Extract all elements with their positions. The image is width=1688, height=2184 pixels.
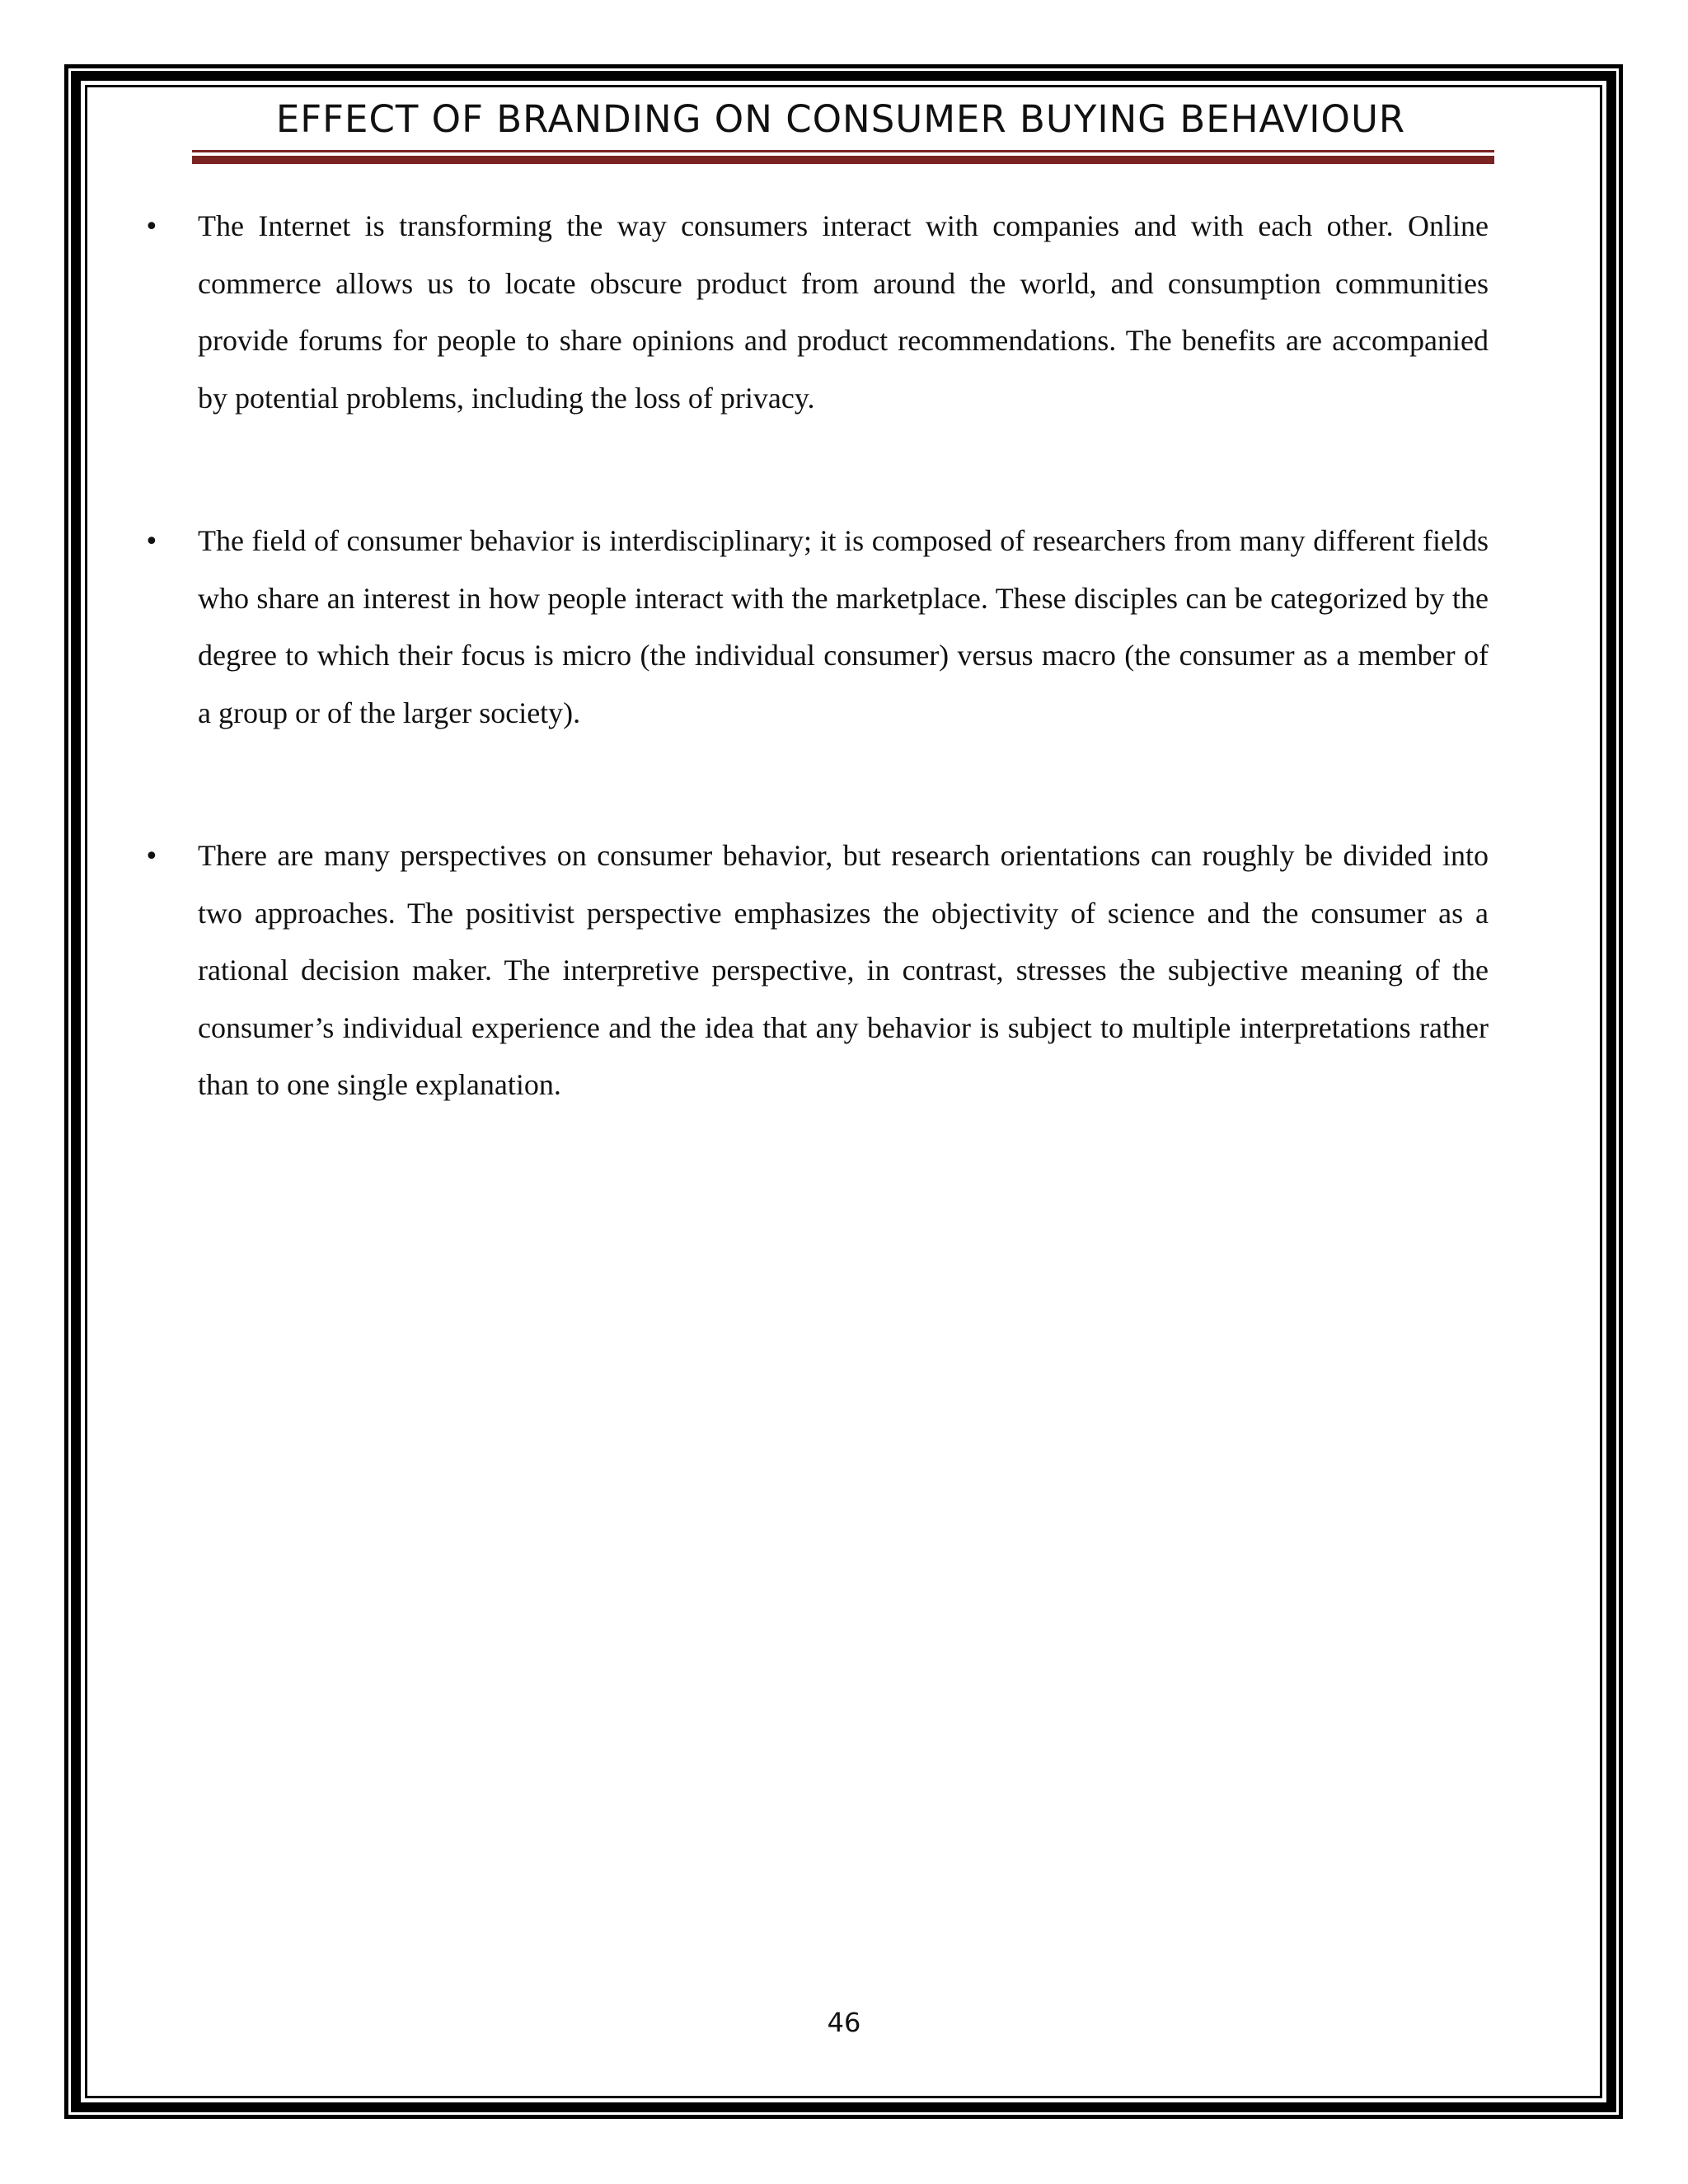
bullet-item: [144, 827, 1489, 1114]
bullet-point-icon: •: [144, 842, 159, 871]
bullet-text: The field of consumer behavior is interdisciplinary; it is composed of researchers from many different fields who share an interest in how people interact with the marketplace. These disciples can be categorized by the degree to which their focus is micro (the individual consumer) versus macro (the consumer as a member of a group or of the larger society).: [198, 524, 1489, 729]
bullet-point-icon: •: [144, 527, 159, 556]
bullet-text: The Internet is transforming the way consumers interact with companies and with each other. Online commerce allows us to locate obscure product from around the world, and consumption communities provide forums for people to share opinions and product recommendations. The benefits are accompanied by potential problems, including the loss of privacy.: [198, 209, 1489, 415]
header-rule-thick: [192, 156, 1494, 164]
page-header-title: EFFECT OF BRANDING ON CONSUMER BUYING BEHAVIOUR: [275, 97, 1406, 141]
bullet-text: There are many perspectives on consumer behavior, but research orientations can roughly be divided into two approaches. The positivist perspective emphasizes the objectivity of science and the consumer as a rational decision maker. The interpretive perspective, in contrast, stresses the subjective meaning of the consumer’s individual experience and the idea that any behavior is subject to multiple interpretations rather than to one single explanation.: [198, 839, 1489, 1101]
page-number: 46: [827, 2007, 861, 2038]
bullet-item: [144, 513, 1489, 742]
bullet-point-icon: •: [144, 213, 159, 241]
header-rule-thin: [192, 150, 1494, 152]
document-body: [144, 198, 1489, 1114]
bullet-item: [144, 198, 1489, 427]
